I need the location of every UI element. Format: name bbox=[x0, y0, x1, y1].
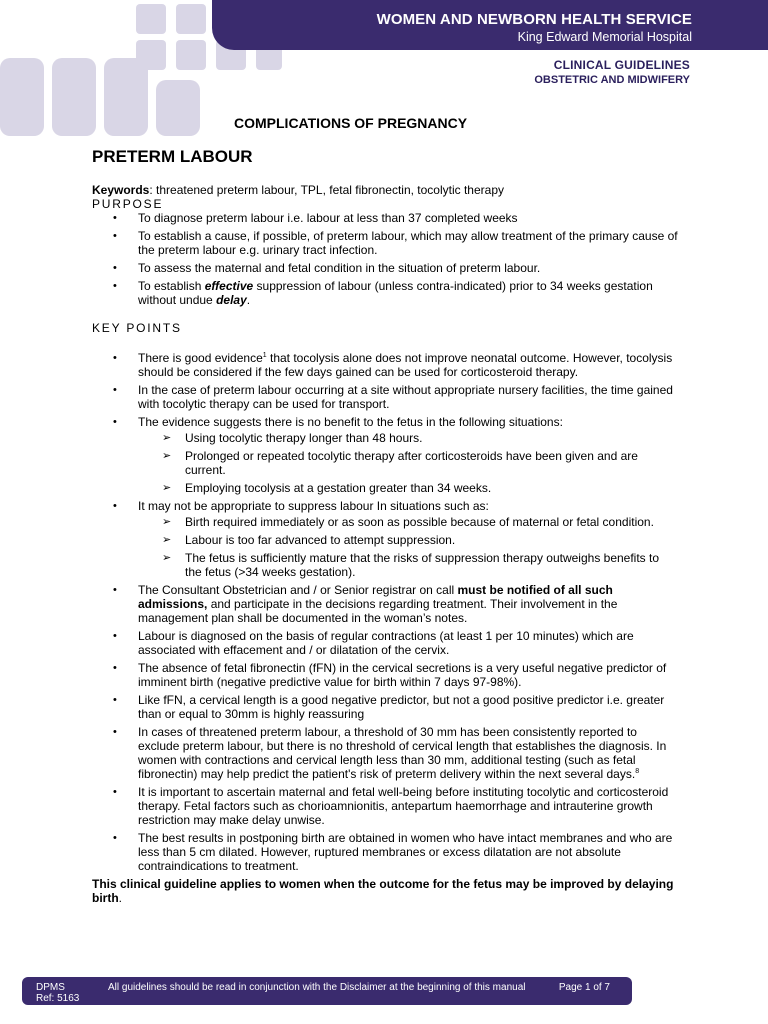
applicability-statement bbox=[92, 877, 678, 905]
list-item: • Labour is diagnosed on the basis of regular contractions (at least 1 per 10 minutes) which are associated with effacement and / or dilatation of the cervix. bbox=[92, 629, 678, 657]
text-segment: The evidence suggests there is no benefit to the fetus in the following situations: bbox=[138, 415, 563, 429]
sub-list-item bbox=[138, 449, 678, 477]
sub-list-item bbox=[138, 481, 678, 495]
emphasis-text: must be notified of all such admissions, bbox=[138, 583, 613, 611]
footer-dpms: DPMS bbox=[36, 982, 65, 993]
logo-block bbox=[176, 40, 206, 70]
text-segment: Prolonged or repeated tocolytic therapy after corticosteroids have been given and are current. bbox=[185, 449, 638, 477]
list-item: • To establish a cause, if possible, of preterm labour, which may allow treatment of the primary cause of the preterm labour e.g. urinary tract infection. bbox=[92, 229, 678, 257]
sub-list-item bbox=[138, 533, 678, 547]
list-item: • The absence of fetal fibronectin (fFN) in the cervical secretions is a very useful negative predictor of imminent birth (negative predictive value for birth within 7 days 97-98%). bbox=[92, 661, 678, 689]
section-title: COMPLICATIONS OF PREGNANCY bbox=[234, 115, 468, 131]
list-item bbox=[92, 279, 678, 307]
text-segment: Birth required immediately or as soon as possible because of maternal or fetal condition. bbox=[185, 515, 654, 529]
logo-block bbox=[156, 80, 200, 136]
reference-superscript: 1 bbox=[262, 352, 267, 359]
key-points-list bbox=[92, 351, 678, 873]
list-item: • Like fFN, a cervical length is a good negative predictor, but not a good positive predictor i.e. greater than or equal to 30mm is highly reassuring bbox=[92, 693, 678, 721]
text-segment: Employing tocolysis at a gestation greater than 34 weeks. bbox=[185, 481, 492, 495]
sub-list bbox=[138, 431, 678, 495]
text-segment: . bbox=[118, 891, 123, 905]
footer-ref: Ref: 5163 bbox=[36, 993, 80, 1004]
keywords-label: Keywords bbox=[92, 183, 150, 197]
logo-block bbox=[0, 58, 44, 136]
guidelines-label: CLINICAL GUIDELINES bbox=[553, 58, 690, 72]
text-segment: To establish bbox=[138, 279, 205, 293]
text-segment: There is good evidence bbox=[138, 351, 263, 365]
list-item: • In the case of preterm labour occurring at a site without appropriate nursery facilities, the time gained with tocolytic therapy can be used for transport. bbox=[92, 383, 678, 411]
document-body bbox=[92, 183, 678, 905]
sub-list bbox=[138, 515, 678, 579]
text-segment: . bbox=[246, 293, 251, 307]
emphasis-text: effective bbox=[204, 279, 254, 293]
logo-block bbox=[176, 4, 206, 34]
text-segment: Labour is too far advanced to attempt suppression. bbox=[185, 533, 456, 547]
sub-list-item bbox=[138, 431, 678, 445]
sub-list-item bbox=[138, 551, 678, 579]
arrow-bullet-icon: ➢ bbox=[162, 482, 172, 494]
text-segment: and participate in the decisions regarding treatment. Their involvement in the management plan shall be documented in the woman’s notes. bbox=[138, 597, 618, 625]
list-item: • To diagnose preterm labour i.e. labour at less than 37 completed weeks bbox=[92, 211, 678, 225]
reference-superscript: 8 bbox=[635, 768, 640, 775]
footer-disclaimer: All guidelines should be read in conjunction with the Disclaimer at the beginning of this manual bbox=[108, 982, 526, 993]
sub-list-item bbox=[138, 515, 678, 529]
list-item: • The best results in postponing birth are obtained in women who have intact membranes and who are less than 5 cm dilated. However, ruptured membranes or excess dilatation are not absolute contraindications to treatment. bbox=[92, 831, 678, 873]
text-segment: suppression of labour (unless contra-indicated) prior to 34 weeks gestation without undue bbox=[138, 279, 653, 307]
header-banner bbox=[212, 0, 768, 50]
key-points-heading: KEY POINTS bbox=[92, 321, 182, 335]
text-segment: that tocolysis alone does not improve neonatal outcome. However, tocolysis should be considered if the few days gained can be used for corticosteroid therapy. bbox=[138, 351, 673, 379]
text-segment: The fetus is sufficiently mature that the risks of suppression therapy outweighs benefits to the fetus (>34 weeks gestation). bbox=[185, 551, 660, 579]
text-segment: Using tocolytic therapy longer than 48 hours. bbox=[185, 431, 423, 445]
keywords-text: : threatened preterm labour, TPL, fetal fibronectin, tocolytic therapy bbox=[149, 183, 504, 197]
footer-page-number: Page 1 of 7 bbox=[558, 982, 610, 993]
text-segment: It may not be appropriate to suppress labour In situations such as: bbox=[138, 499, 489, 513]
emphasis-text: delay bbox=[216, 293, 247, 307]
arrow-bullet-icon: ➢ bbox=[162, 432, 172, 444]
organization-name: WOMEN AND NEWBORN HEALTH SERVICE bbox=[376, 11, 692, 28]
text-segment: The Consultant Obstetrician and / or Senior registrar on call bbox=[138, 583, 458, 597]
arrow-bullet-icon: ➢ bbox=[162, 534, 172, 546]
text-segment: In cases of threatened preterm labour, a threshold of 30 mm has been consistently reported to exclude preterm labour, but there is no threshold of cervical length that establishes the diagnosis. In women with contractions and cervical length less than 30 mm, additional testing (such as fetal fibronectin) may help predict the patient's risk of preterm delivery within the next several days. bbox=[138, 725, 667, 781]
footer-bar bbox=[22, 977, 632, 1005]
list-item bbox=[92, 583, 678, 625]
list-item bbox=[92, 415, 678, 495]
logo-block bbox=[52, 58, 96, 136]
hospital-name: King Edward Memorial Hospital bbox=[517, 30, 692, 44]
list-item bbox=[92, 351, 678, 379]
keywords-line bbox=[92, 183, 678, 197]
arrow-bullet-icon: ➢ bbox=[162, 552, 172, 564]
list-item bbox=[92, 725, 678, 781]
clinical-guidelines-label bbox=[534, 58, 690, 86]
arrow-bullet-icon: ➢ bbox=[162, 450, 172, 462]
guidelines-category: OBSTETRIC AND MIDWIFERY bbox=[534, 74, 690, 86]
purpose-heading: PURPOSE bbox=[92, 197, 164, 211]
text-segment: This clinical guideline applies to women when the outcome for the fetus may be improved by delaying birth bbox=[92, 877, 674, 905]
page-title: PRETERM LABOUR bbox=[92, 147, 253, 166]
arrow-bullet-icon: ➢ bbox=[162, 516, 172, 528]
logo-block bbox=[136, 4, 166, 34]
logo-block bbox=[104, 58, 148, 136]
list-item: • To assess the maternal and fetal condition in the situation of preterm labour. bbox=[92, 261, 678, 275]
list-item bbox=[92, 499, 678, 579]
list-item: • It is important to ascertain maternal and fetal well-being before instituting tocolytic and corticosteroid therapy. Fetal factors such as chorioamnionitis, antepartum haemorrhage and intrauterine growth restriction may make delay unwise. bbox=[92, 785, 678, 827]
purpose-list bbox=[92, 211, 678, 307]
